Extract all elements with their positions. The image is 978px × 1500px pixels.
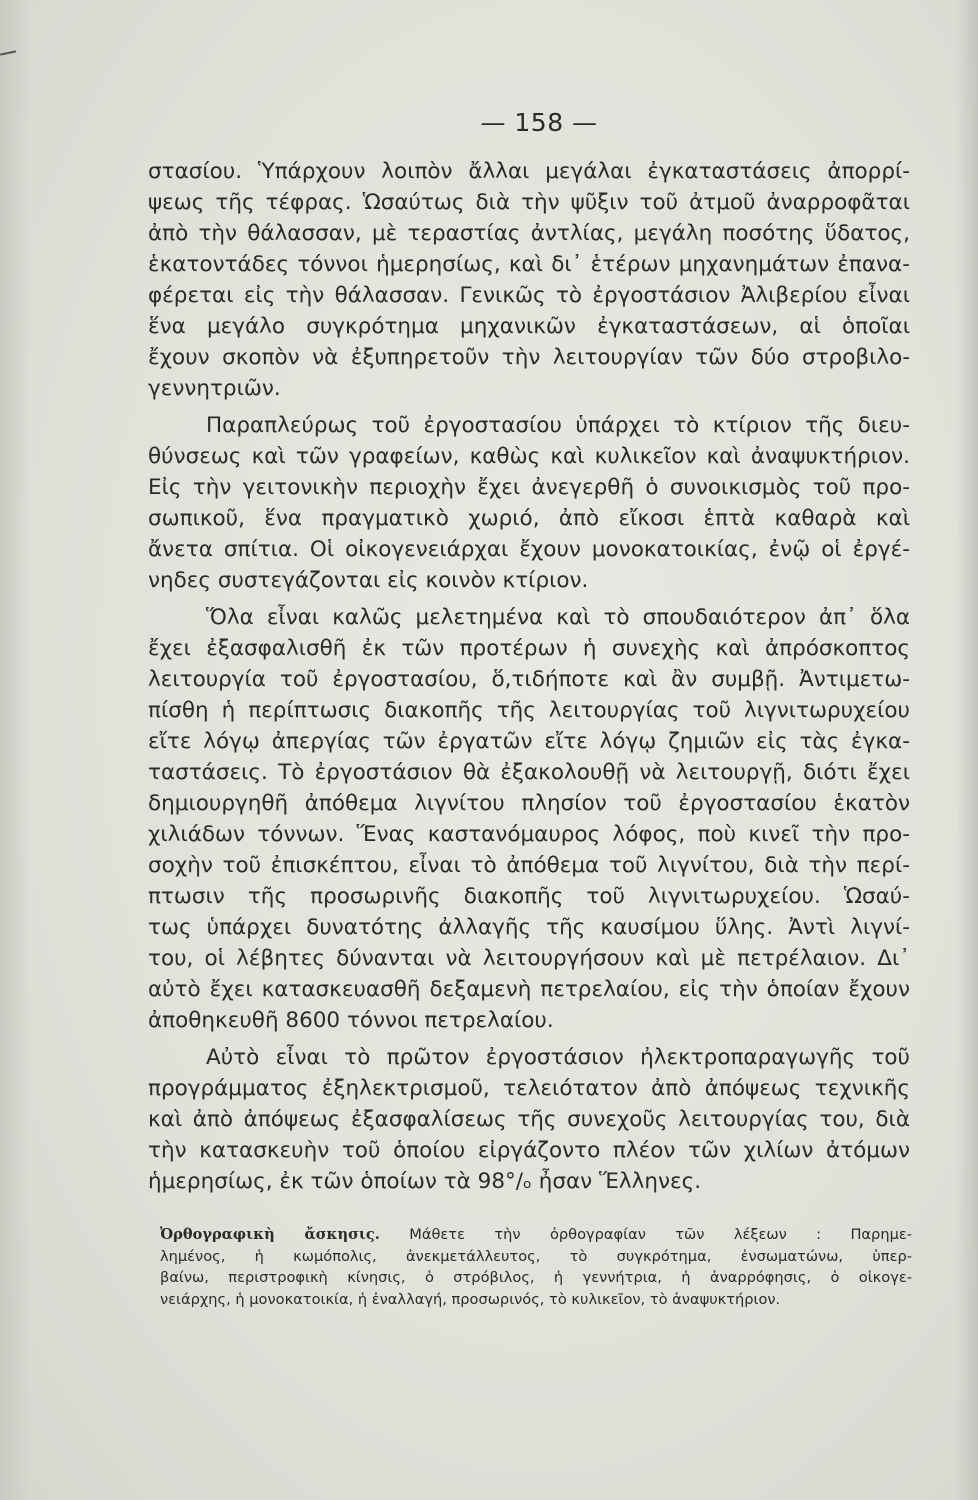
page-edge-shadow	[956, 0, 978, 1500]
text-line: καὶ ἀπὸ ἀπόψεως ἐξασφαλίσεως τῆς συνεχοῦς λειτουργίας του, διὰ	[148, 1107, 910, 1132]
exercise-title: Ὀρθογραφικὴ ἄσκησις.	[160, 1226, 380, 1243]
text-line: σοχὴν τοῦ ἐπισκέπτου, εἶναι τὸ ἀπόθεμα τοῦ λιγνίτου, διὰ τὴν περί-	[148, 853, 910, 878]
text-line: εἴτε λόγῳ ἀπεργίας τῶν ἐργατῶν εἴτε λόγῳ ζημιῶν εἰς τὰς ἐγκα-	[148, 729, 910, 754]
text-line: Εἰς τὴν γειτονικὴν περιοχὴν ἔχει ἀνεγερθῆ ὁ συνοικισμὸς τοῦ προ-	[148, 475, 910, 500]
paragraph-4	[148, 1042, 910, 1197]
exercise-line: βαίνω, περιστροφικὴ κίνησις, ὁ στρόβιλος, ἡ γεννήτρια, ἡ ἀναρρόφησις, ὁ οἰκογε-	[160, 1269, 912, 1286]
text-line: ἄνετα σπίτια. Οἱ οἰκογενειάρχαι ἔχουν μονοκατοικίας, ἐνῷ οἱ ἐργέ-	[148, 537, 910, 562]
exercise-instruction: Μάθετε τὴν ὀρθογραφίαν τῶν λέξεων : Παρημε-	[409, 1226, 912, 1243]
text-line: φέρεται εἰς τὴν θάλασσαν. Γενικῶς τὸ ἐργοστάσιον Ἀλιβερίου εἶναι	[148, 283, 910, 308]
exercise-line: λημένος, ἡ κωμόπολις, ἀνεκμετάλλευτος, τὸ συγκρότημα, ἐνσωματώνω, ὑπερ-	[160, 1247, 912, 1265]
text-line: θύνσεως καὶ τῶν γραφείων, καθὼς καὶ κυλικεῖον καὶ ἀναψυκτήριον.	[148, 444, 910, 469]
page-number: — 158 —	[480, 108, 598, 137]
text-line: αὐτὸ ἔχει κατασκευασθῆ δεξαμενὴ πετρελαίου, εἰς τὴν ὁποίαν ἔχουν	[148, 977, 910, 1002]
text-line: γεννητριῶν.	[148, 376, 281, 401]
text-line: τως ὑπάρχει δυνατότης ἀλλαγῆς τῆς καυσίμου ὕλης. Ἀντὶ λιγνί-	[148, 915, 910, 940]
orthography-exercise	[160, 1224, 912, 1310]
text-line: σωπικοῦ, ἕνα πραγματικὸ χωριό, ἀπὸ εἴκοσι ἑπτὰ καθαρὰ καὶ	[148, 506, 910, 531]
paragraph-2	[148, 410, 910, 596]
text-line: νηδες συστεγάζονται εἰς κοινὸν κτίριον.	[148, 568, 589, 593]
text-line: ἑκατοντάδες τόννοι ἡμερησίως, καὶ δι᾿ ἑτέρων μηχανημάτων ἐπανα-	[148, 252, 910, 277]
text-line: Ὅλα εἶναι καλῶς μελετημένα καὶ τὸ σπουδαιότερον ἀπ᾿ ὅλα	[206, 605, 910, 630]
text-line: στασίου. Ὑπάρχουν λοιπὸν ἄλλαι μεγάλαι ἐγκαταστάσεις ἀπορρί-	[148, 159, 910, 184]
text-line: Παραπλεύρως τοῦ ἐργοστασίου ὑπάρχει τὸ κτίριον τῆς διευ-	[206, 413, 910, 438]
text-line: ἔχουν σκοπὸν νὰ ἐξυπηρετοῦν τὴν λειτουργίαν τῶν δύο στροβιλο-	[148, 345, 910, 370]
text-line: λειτουργία τοῦ ἐργοστασίου, ὅ,τιδήποτε καὶ ἂν συμβῇ. Ἀντιμετω-	[148, 667, 910, 692]
text-line: ψεως τῆς τέφρας. Ὡσαύτως διὰ τὴν ψῦξιν τοῦ ἀτμοῦ ἀναρροφᾶται	[148, 190, 910, 215]
exercise-line: νειάρχης, ἡ μονοκατοικία, ἡ ἐναλλαγή, προσωρινός, τὸ κυλικεῖον, τὸ ἀναψυκτήριον.	[160, 1290, 781, 1308]
text-line: χιλιάδων τόννων. Ἕνας καστανόμαυρος λόφος, ποὺ κινεῖ τὴν προ-	[148, 822, 910, 847]
main-text	[148, 156, 910, 1197]
text-line: δημιουργηθῆ ἀπόθεμα λιγνίτου πλησίον τοῦ ἐργοστασίου ἑκατὸν	[148, 791, 910, 816]
text-line: τὴν κατασκευὴν τοῦ ὁποίου εἰργάζοντο πλέον τῶν χιλίων ἀτόμων	[148, 1138, 910, 1163]
text-line: ἕνα μεγάλο συγκρότημα μηχανικῶν ἐγκαταστάσεων, αἱ ὁποῖαι	[148, 314, 910, 339]
spine-shadow	[0, 0, 30, 1500]
text-line: ταστάσεις. Τὸ ἐργοστάσιον θὰ ἐξακολουθῇ νὰ λειτουργῇ, διότι ἔχει	[148, 760, 910, 785]
text-line: του, οἱ λέβητες δύνανται νὰ λειτουργήσουν καὶ μὲ πετρέλαιον. Δι᾿	[148, 946, 910, 971]
text-line: ἀποθηκευθῆ 8600 τόννοι πετρελαίου.	[148, 1008, 554, 1033]
text-line: προγράμματος ἐξηλεκτρισμοῦ, τελειότατον ἀπὸ ἀπόψεως τεχνικῆς	[148, 1076, 910, 1101]
paragraph-1	[148, 156, 910, 404]
paragraph-3	[148, 602, 910, 1036]
text-line: ἔχει ἐξασφαλισθῆ ἐκ τῶν προτέρων ἡ συνεχὴς καὶ ἀπρόσκοπτος	[148, 636, 910, 661]
text-line: ἀπὸ τὴν θάλασσαν, μὲ τεραστίας ἀντλίας, μεγάλη ποσότης ὕδατος,	[148, 221, 910, 246]
text-line: ἡμερησίως, ἐκ τῶν ὁποίων τὰ 98°/ₒ ἦσαν Ἕλληνες.	[148, 1169, 702, 1194]
exercise-line	[160, 1224, 912, 1246]
text-line: πτωσιν τῆς προσωρινῆς διακοπῆς τοῦ λιγνιτωρυχείου. Ὡσαύ-	[148, 884, 910, 909]
text-line: πίσθη ἡ περίπτωσις διακοπῆς τῆς λειτουργίας τοῦ λιγνιτωρυχείου	[148, 698, 910, 723]
text-line: Αὐτὸ εἶναι τὸ πρῶτον ἐργοστάσιον ἠλεκτροπαραγωγῆς τοῦ	[206, 1045, 910, 1070]
